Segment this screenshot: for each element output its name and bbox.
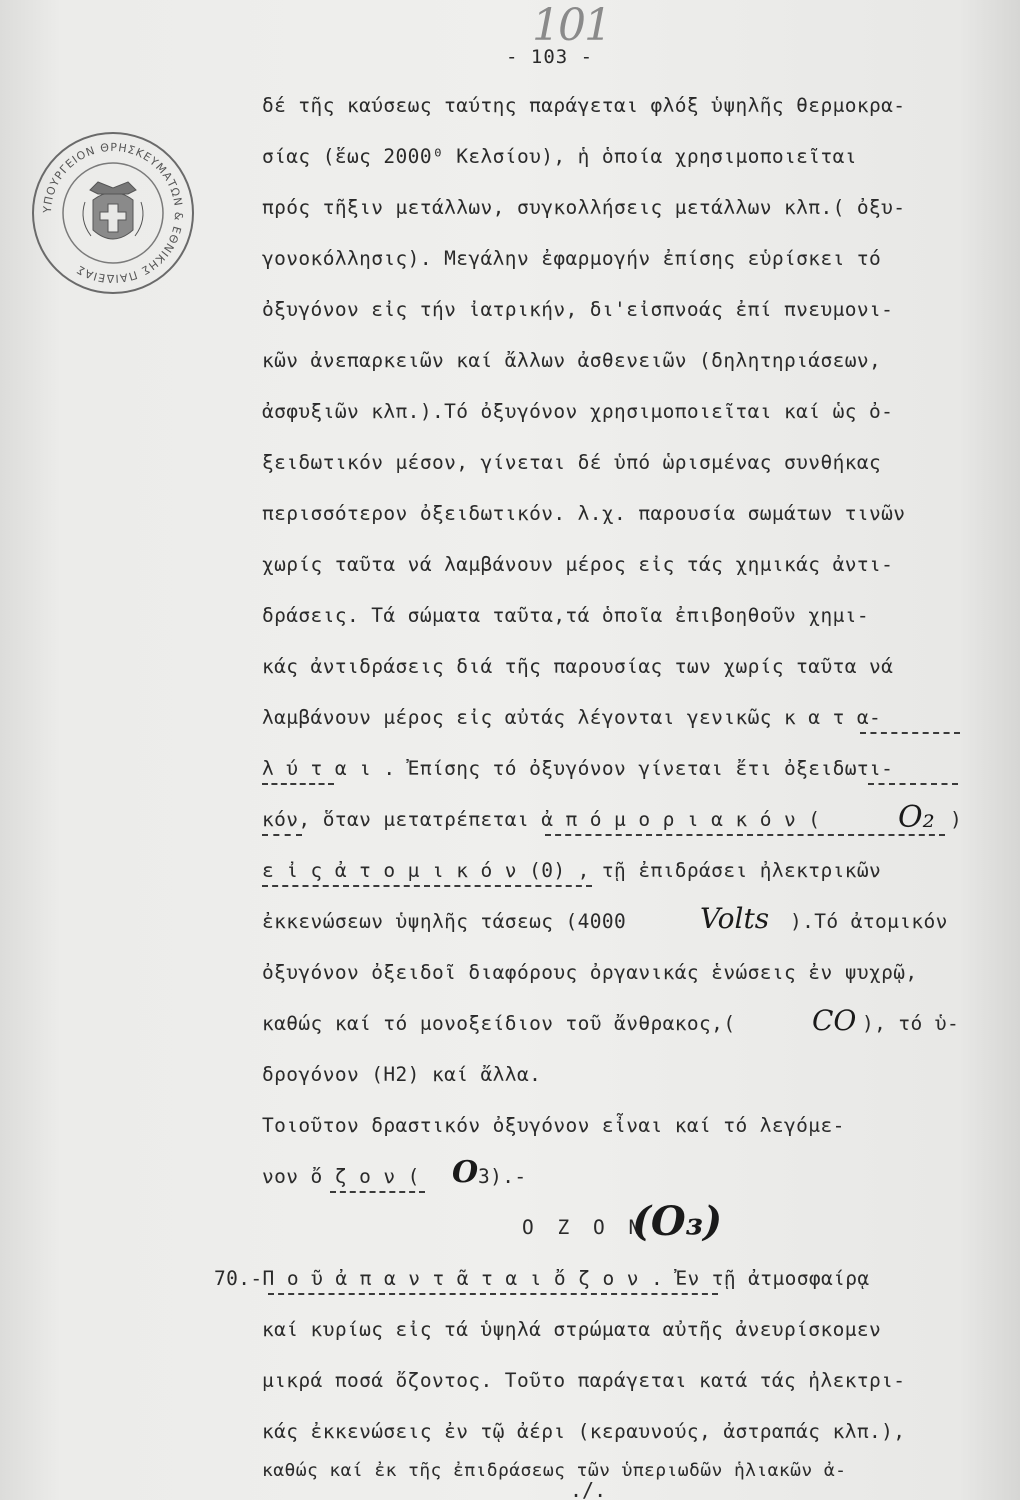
text-line: δέ τῆς καύσεως ταύτης παράγεται φλόξ ὑψηλῆς θερμοκρα- <box>262 94 906 117</box>
text-line: γονοκόλλησις). Μεγάλην ἐφαρμογήν ἐπίσης εὑρίσκει τό <box>262 247 882 270</box>
text-line: ἀσφυξιῶν κλπ.).Τό ὀξυγόνον χρησιμοποιεῖται καί ὡς ὀ- <box>262 400 894 423</box>
text-line: δρογόνον (Η2) καί ἄλλα. <box>262 1063 542 1086</box>
text-line: λαμβάνουν μέρος εἰς αὐτάς λέγονται γενικῶς κ α τ α- <box>262 706 882 729</box>
text-line: κῶν ἀνεπαρκειῶν καί ἄλλων ἀσθενειῶν (δηλητηριάσεων, <box>262 349 882 372</box>
text-line: σίας (ἕως 2000⁰ Κελσίου), ἡ ὁποία χρησιμοποιεῖται <box>262 145 857 168</box>
spaced-word-underline <box>545 834 945 836</box>
stamp-text: ΥΠΟΥΡΓΕΙΟΝ ΘΡΗΣΚΕΥΜΑΤΩΝ & ΕΘΝΙΚΗΣ ΠΑΙΔΕΙΑΣ <box>40 140 186 286</box>
text-line: μικρά ποσά ὄζοντος. Τοῦτο παράγεται κατά τάς ἠλεκτρι- <box>262 1369 906 1392</box>
text-line: περισσότερον ὀξειδωτικόν. λ.χ. παρουσία σωμάτων τινῶν <box>262 502 906 525</box>
section-heading: O Z O N <box>522 1216 647 1239</box>
text-fragment: ).Τό ἀτομικόν <box>790 910 948 933</box>
text-line: καθώς καί ἐκ τῆς ἐπιδράσεως τῶν ὑπεριωδῶν ἡλιακῶν ἀ- <box>262 1460 847 1481</box>
handwritten-o3-heading: (O₃) <box>632 1198 723 1245</box>
spaced-word-underline <box>868 783 958 785</box>
coat-of-arms-icon <box>83 182 143 239</box>
text-line: κόν, ὅταν μετατρέπεται ἀ π ό μ ο ρ ι α κ ό ν ( <box>262 808 821 831</box>
text-line: ὀξυγόνον εἰς τήν ἰατρικήν, δι'εἰσπνοάς ἐπί πνευμονι- <box>262 298 894 321</box>
spaced-word-underline <box>330 1191 425 1193</box>
text-fragment: ), τό ὑ- <box>862 1012 960 1035</box>
text-line: καί κυρίως εἰς τά ὑψηλά στρώματα αὐτῆς ἀνευρίσκομεν <box>262 1318 882 1341</box>
text-fragment: 3).- <box>478 1165 527 1188</box>
handwritten-o2: O₂ <box>898 800 935 835</box>
text-line: κάς ἀντιδράσεις διά τῆς παρουσίας των χωρίς ταῦτα νά <box>262 655 894 678</box>
spaced-word-underline <box>262 834 302 836</box>
text-line: ε ἰ ς ἀ τ ο μ ι κ ό ν (0) , τῇ ἐπιδράσει ἠλεκτρικῶν <box>262 859 882 882</box>
text-line: Τοιοῦτον δραστικόν ὀξυγόνον εἶναι καί τό λεγόμε- <box>262 1114 845 1137</box>
text-line: ὀξυγόνον ὀξειδοῖ διαφόρους ὀργανικάς ἑνώσεις ἐν ψυχρῷ, <box>262 961 918 984</box>
text-line: νον ὄ ζ ο ν ( <box>262 1165 420 1188</box>
spaced-word-underline <box>262 885 592 887</box>
text-line: ἐκκενώσεων ὑψηλῆς τάσεως (4000 <box>262 910 627 933</box>
text-line: καθώς καί τό μονοξείδιον τοῦ ἄνθρακος,( <box>262 1012 736 1035</box>
text-line: λ ύ τ α ι . Ἐπίσης τό ὀξυγόνον γίνεται ἔτι ὀξειδωτι- <box>262 757 894 780</box>
text-line: πρός τῆξιν μετάλλων, συγκολλήσεις μετάλλων κλπ.( ὀξυ- <box>262 196 906 219</box>
handwritten-page-number: 101 <box>532 0 610 51</box>
ministry-stamp <box>30 130 196 296</box>
continuation-mark: ./. <box>570 1478 607 1500</box>
spaced-word-underline <box>268 1293 718 1295</box>
page-number: - 103 - <box>506 46 594 68</box>
handwritten-o3: O <box>452 1155 479 1190</box>
text-line: ξειδωτικόν μέσον, γίνεται δέ ὑπό ὡρισμένας συνθήκας <box>262 451 882 474</box>
spaced-word-underline <box>860 732 960 734</box>
spaced-word-underline <box>262 783 334 785</box>
handwritten-volts: Volts <box>700 902 770 935</box>
handwritten-co: CO <box>812 1004 857 1037</box>
text-line: δράσεις. Τά σώματα ταῦτα,τά ὁποῖα ἐπιβοηθοῦν χημι- <box>262 604 869 627</box>
text-line: χωρίς ταῦτα νά λαμβάνουν μέρος εἰς τάς χημικάς ἀντι- <box>262 553 894 576</box>
text-fragment: ) <box>950 808 963 831</box>
text-line: 70.-Π ο ῦ ἀ π α ν τ ᾶ τ α ι ὄ ζ ο ν . Ἐν τῇ ἀτμοσφαίρᾳ <box>214 1267 870 1290</box>
text-line: κάς ἐκκενώσεις ἐν τῷ ἀέρι (κεραυνούς, ἀστραπάς κλπ.), <box>262 1420 906 1443</box>
